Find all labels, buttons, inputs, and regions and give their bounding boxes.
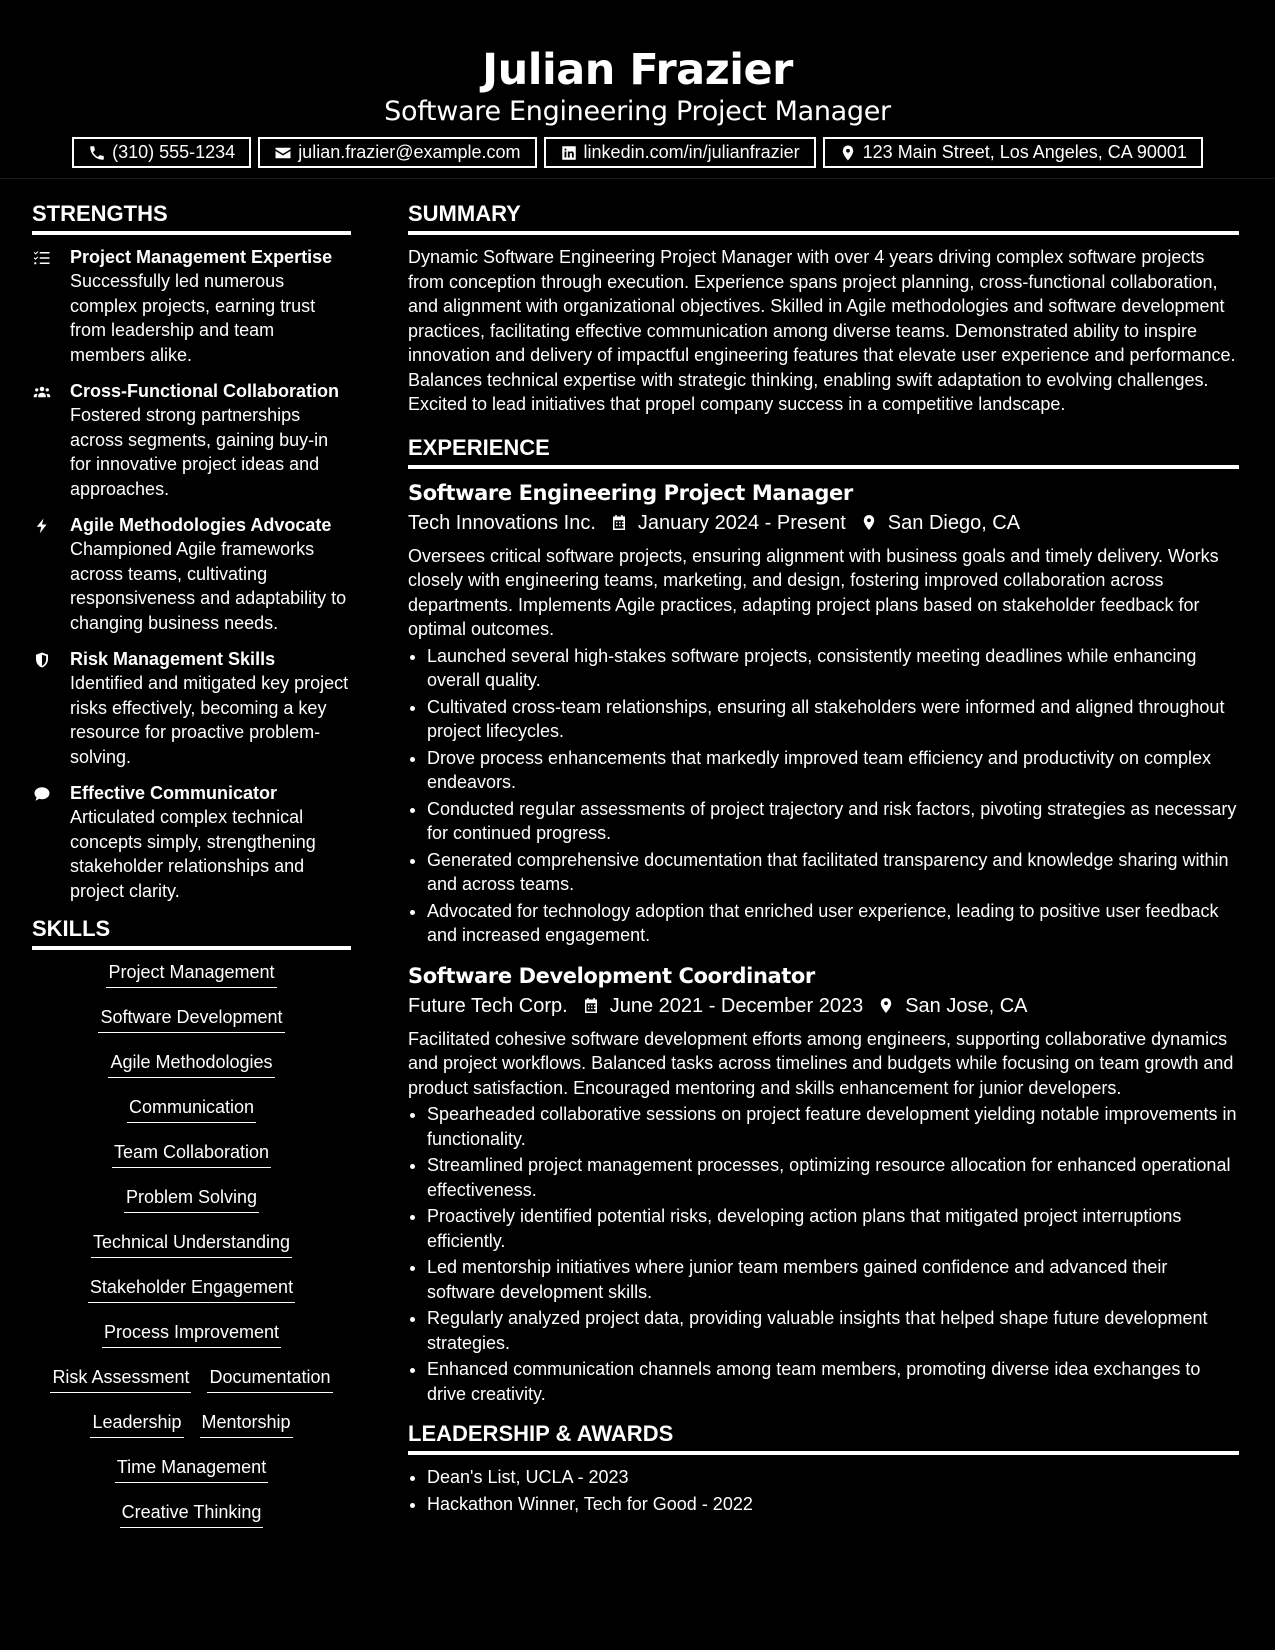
skill-tag: Mentorship <box>200 1410 293 1438</box>
bullet-item: • Regularly analyzed project data, providing valuable insights that helped shape future development strategies. <box>427 1306 1239 1355</box>
skill-tag: Creative Thinking <box>120 1500 264 1528</box>
summary-heading: SUMMARY <box>408 200 1239 235</box>
job-location: San Jose, CA <box>905 994 1028 1017</box>
list-check-icon <box>32 249 52 267</box>
strength-title: Project Management Expertise <box>70 247 333 267</box>
candidate-name: Julian Frazier <box>482 45 793 95</box>
contact-email-text: julian.frazier@example.com <box>298 142 521 162</box>
calendar-icon <box>582 996 600 1015</box>
right-column <box>408 200 1239 1518</box>
map-pin-icon <box>860 513 878 532</box>
strength-item <box>32 513 351 635</box>
skill-tag: Documentation <box>207 1365 332 1393</box>
strength-title: Risk Management Skills <box>70 649 276 669</box>
strength-desc: Successfully led numerous complex projects, earning trust from leadership and team members alike. <box>70 271 316 365</box>
awards-list <box>408 1465 1239 1516</box>
job-title: Software Engineering Project Manager <box>408 480 853 505</box>
job-meta <box>408 508 1239 538</box>
skill-tag: Technical Understanding <box>91 1230 292 1258</box>
strength-item <box>32 245 351 367</box>
bullet-item: • Streamlined project management processes, optimizing resource allocation for enhanced operational effectiveness. <box>427 1153 1239 1202</box>
contact-address-text: 123 Main Street, Los Angeles, CA 90001 <box>862 142 1187 162</box>
job-company: Tech Innovations Inc. <box>408 511 596 534</box>
resume-header <box>0 0 1275 179</box>
award-item: • Dean's List, UCLA - 2023 <box>427 1465 1239 1490</box>
skills-heading: SKILLS <box>32 915 351 950</box>
strength-desc: Fostered strong partnerships across segments, gaining buy-in for innovative project ideas and approaches. <box>70 405 329 499</box>
bullet-item: • Proactively identified potential risks, developing action plans that mitigated project interruptions efficiently. <box>427 1204 1239 1253</box>
skill-tag: Team Collaboration <box>112 1140 271 1168</box>
job-bullets <box>408 1102 1239 1406</box>
job-entry <box>408 962 1239 1407</box>
job-description: Oversees critical software projects, ensuring alignment with business goals and timely delivery. Works closely with engineering teams, marketing, and design, fostering improved collaboration across departments. Implements Agile practices, adapting project plans based on stakeholder feedback for optimal outcomes. <box>408 545 1219 639</box>
bullet-item: • Enhanced communication channels among team members, promoting diverse idea exchanges to drive creativity. <box>427 1357 1239 1406</box>
skill-tag: Time Management <box>115 1455 268 1483</box>
awards-heading: LEADERSHIP & AWARDS <box>408 1420 1239 1455</box>
job-bullets <box>408 644 1239 948</box>
contact-linkedin-text: linkedin.com/in/julianfrazier <box>583 142 800 162</box>
users-icon <box>32 383 52 401</box>
strength-title: Effective Communicator <box>70 783 278 803</box>
map-pin-icon <box>877 996 895 1015</box>
contact-address[interactable] <box>823 137 1203 168</box>
left-column <box>32 200 351 1545</box>
candidate-title: Software Engineering Project Manager <box>384 96 891 127</box>
bullet-item: • Led mentorship initiatives where junior team members gained confidence and advanced their software development skills. <box>427 1255 1239 1304</box>
contact-email[interactable] <box>258 137 536 168</box>
strength-item <box>32 647 351 769</box>
linkedin-icon <box>560 144 578 162</box>
contact-linkedin[interactable] <box>544 137 816 168</box>
contact-bar <box>0 137 1275 168</box>
skill-tag: Communication <box>127 1095 256 1123</box>
shield-icon <box>32 651 52 669</box>
job-entry <box>408 479 1239 948</box>
award-item: • Hackathon Winner, Tech for Good - 2022 <box>427 1492 1239 1517</box>
skill-tag: Process Improvement <box>102 1320 281 1348</box>
skill-tag: Agile Methodologies <box>108 1050 274 1078</box>
bullet-item: • Advocated for technology adoption that enriched user experience, leading to positive user feedback and increased engagement. <box>427 899 1239 948</box>
strength-title: Cross-Functional Collaboration <box>70 381 340 401</box>
comment-icon <box>32 785 52 803</box>
skill-tag: Risk Assessment <box>50 1365 191 1393</box>
bullet-item: • Cultivated cross-team relationships, ensuring all stakeholders were informed and aligned throughout project lifecycles. <box>427 695 1239 744</box>
contact-phone-text: (310) 555-1234 <box>112 142 236 162</box>
job-title: Software Development Coordinator <box>408 963 815 988</box>
bullet-item: • Generated comprehensive documentation that facilitated transparency and knowledge sharing within and across teams. <box>427 848 1239 897</box>
bullet-item: • Spearheaded collaborative sessions on project feature development yielding notable improvements in functionality. <box>427 1102 1239 1151</box>
job-meta <box>408 991 1239 1021</box>
job-company: Future Tech Corp. <box>408 994 568 1017</box>
skill-tag: Project Management <box>106 960 276 988</box>
strengths-heading: STRENGTHS <box>32 200 351 235</box>
strength-desc: Championed Agile frameworks across teams, cultivating responsiveness and adaptability to changing business needs. <box>70 539 347 633</box>
skill-tag: Software Development <box>98 1005 284 1033</box>
strength-item <box>32 781 351 903</box>
bolt-icon <box>32 517 52 535</box>
strength-item <box>32 379 351 501</box>
envelope-icon <box>274 144 292 162</box>
strength-desc: Articulated complex technical concepts simply, strengthening stakeholder relationships and project clarity. <box>70 807 316 901</box>
job-dates: January 2024 - Present <box>637 511 846 534</box>
job-location: San Diego, CA <box>887 511 1021 534</box>
skill-tag: Problem Solving <box>124 1185 259 1213</box>
strength-title: Agile Methodologies Advocate <box>70 515 332 535</box>
calendar-icon <box>610 513 628 532</box>
map-pin-icon <box>839 144 857 162</box>
strength-desc: Identified and mitigated key project risks effectively, becoming a key resource for proactive problem-solving. <box>70 673 349 767</box>
bullet-item: • Launched several high-stakes software projects, consistently meeting deadlines while enhancing overall quality. <box>427 644 1239 693</box>
phone-icon <box>88 144 106 162</box>
contact-phone[interactable] <box>72 137 251 168</box>
summary-text: Dynamic Software Engineering Project Manager with over 4 years driving complex software projects from conception through execution. Experience spans project planning, cross-functional collaboration, and alignment with organizational objectives. Skilled in Agile methodologies and software development practices, facilitating effective communication among diverse teams. Demonstrated ability to inspire innovation and delivery of impactful engineering features that elevate user experience and performance. Balances technical expertise with strategic thinking, enabling swift adaptation to evolving challenges. Excited to lead initiatives that propel company success in a competitive landscape. <box>408 247 1236 414</box>
skill-tag: Stakeholder Engagement <box>88 1275 295 1303</box>
skills-list <box>32 960 351 1545</box>
skill-tag: Leadership <box>90 1410 183 1438</box>
experience-heading: EXPERIENCE <box>408 434 1239 469</box>
bullet-item: • Conducted regular assessments of project trajectory and risk factors, pivoting strategies as necessary for continued progress. <box>427 797 1239 846</box>
job-description: Facilitated cohesive software development efforts among engineers, supporting collaborative dynamics and project workflows. Balanced tasks across timelines and budgets while focusing on team growth and product satisfaction. Encouraged mentoring and skills enhancement for junior developers. <box>408 1028 1234 1098</box>
job-dates: June 2021 - December 2023 <box>609 994 864 1017</box>
bullet-item: • Drove process enhancements that markedly improved team efficiency and productivity on complex endeavors. <box>427 746 1239 795</box>
